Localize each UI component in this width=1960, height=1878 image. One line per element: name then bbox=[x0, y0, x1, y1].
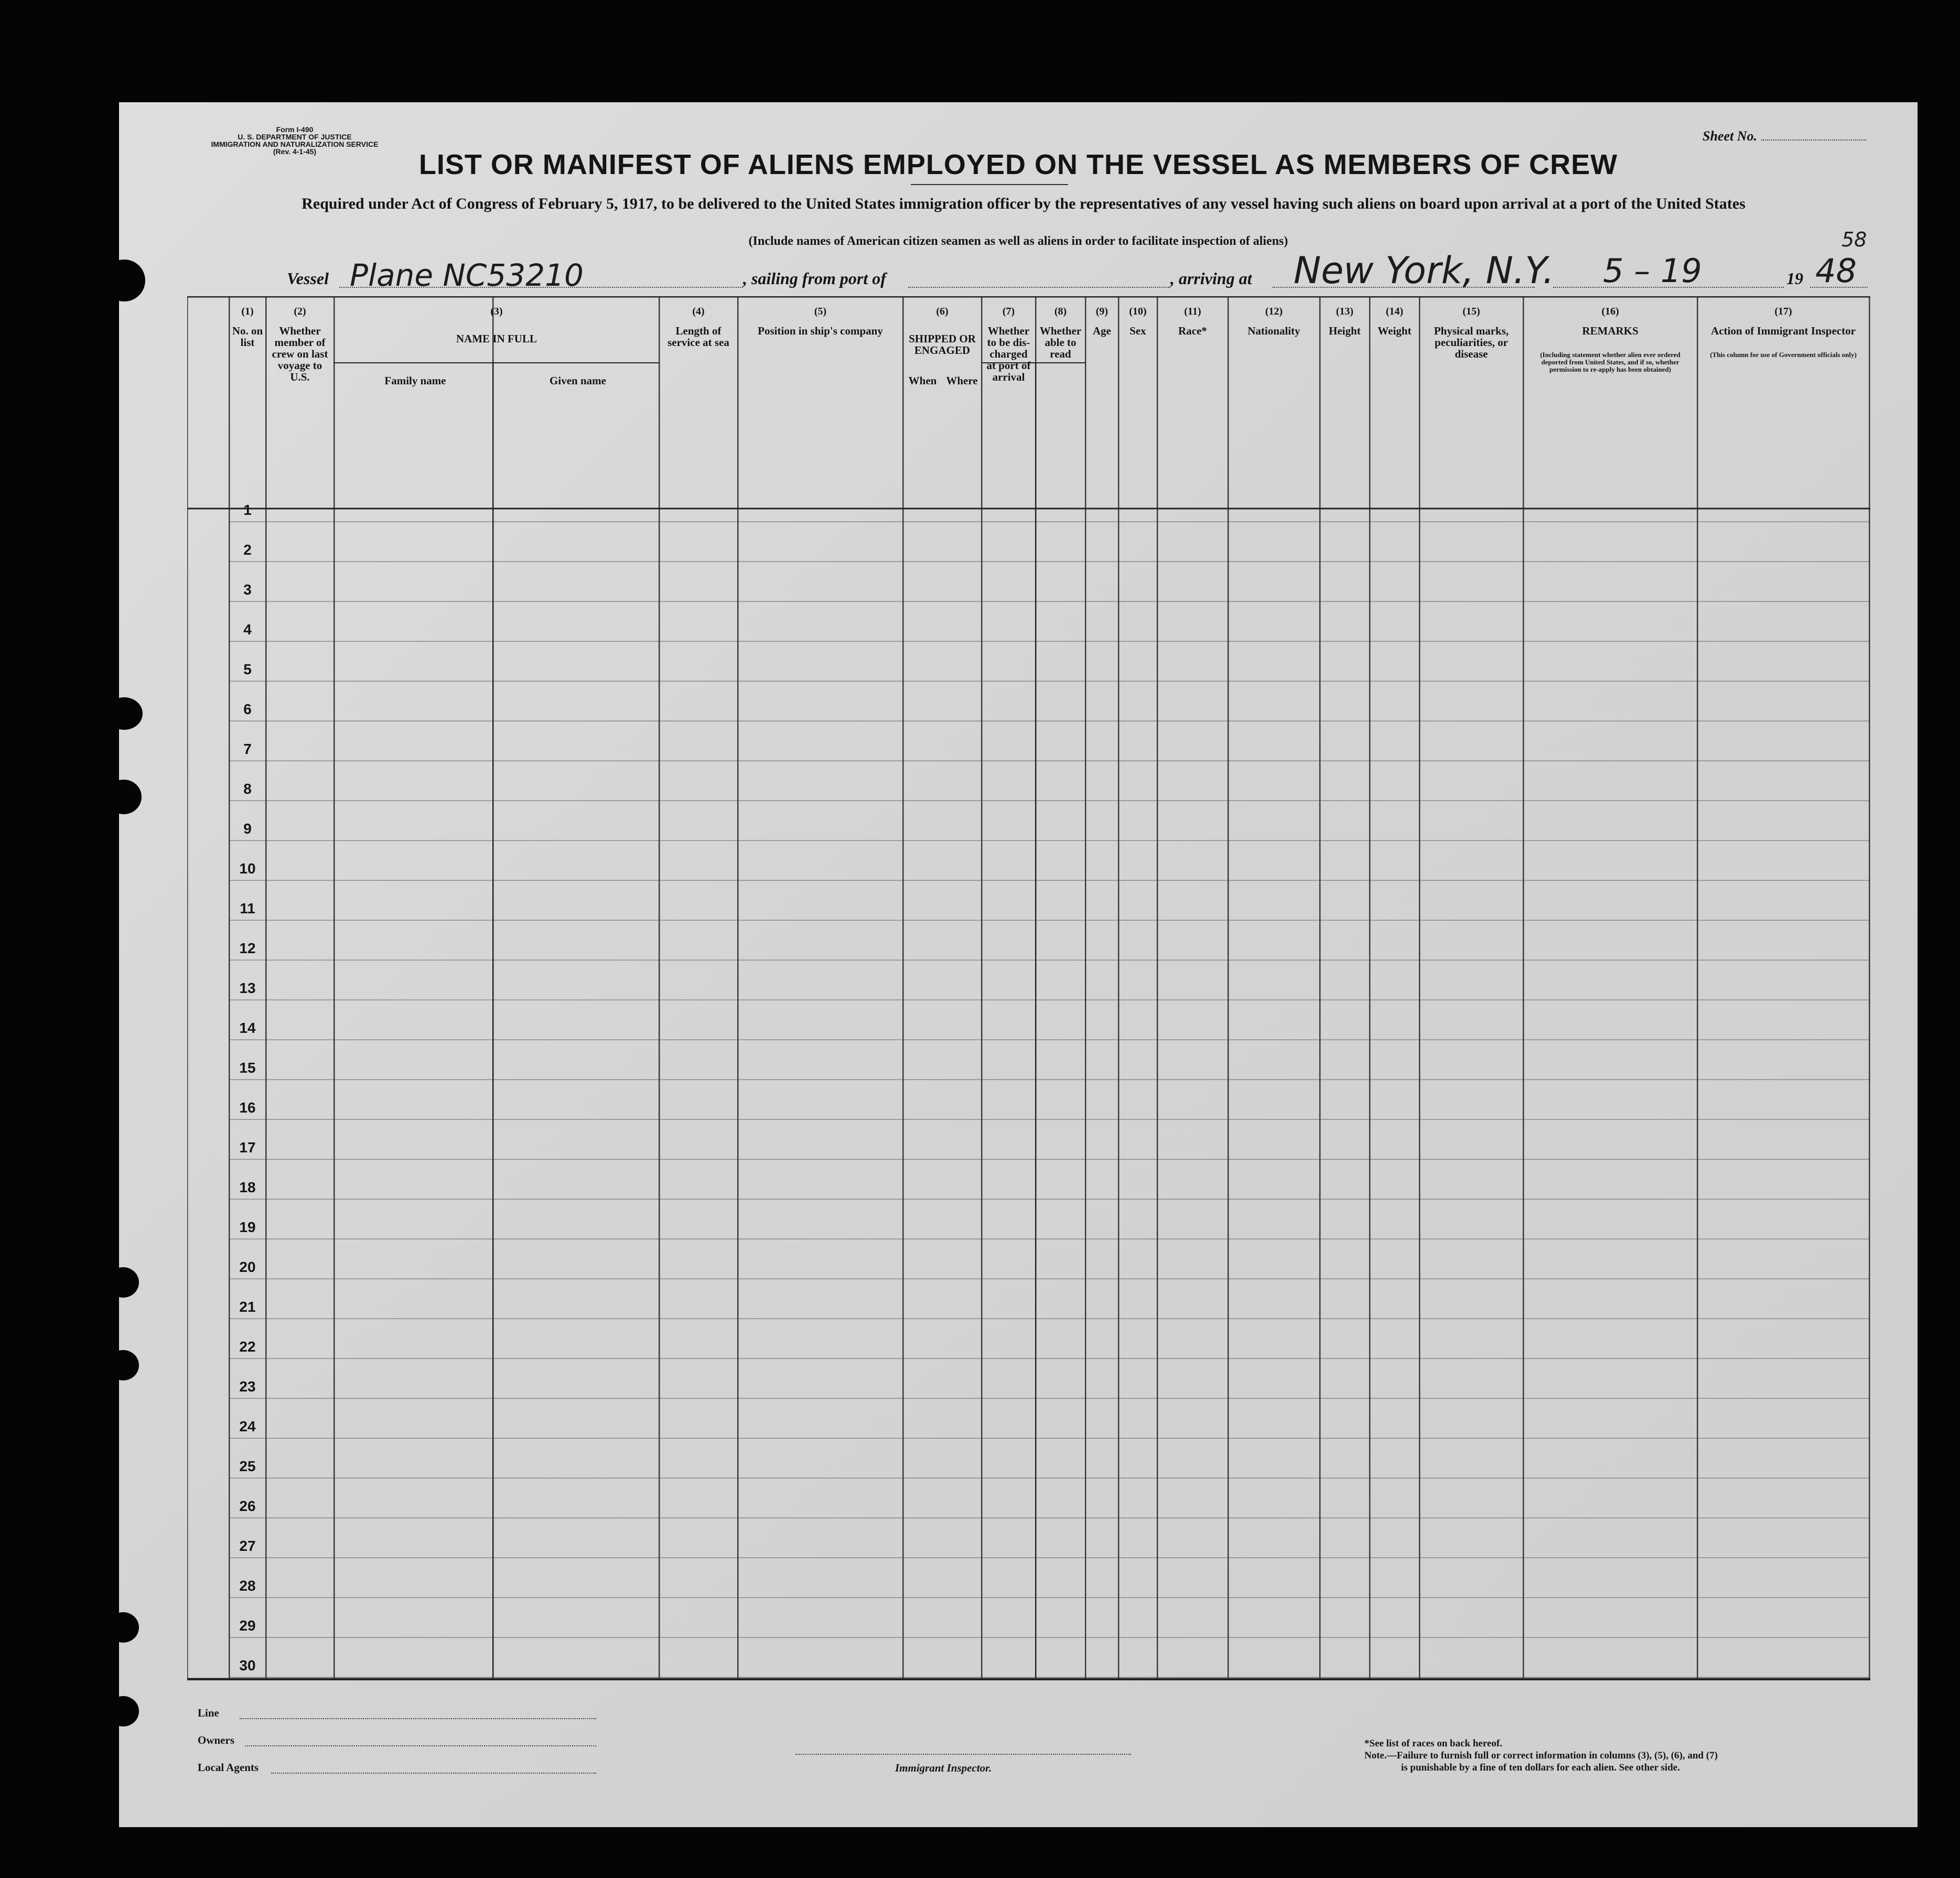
vessel-handwritten: Plane NC53210 bbox=[350, 257, 584, 293]
row-number: 17 bbox=[239, 1139, 256, 1156]
column-label-11: Race* bbox=[1178, 325, 1207, 337]
row-number: 22 bbox=[239, 1339, 256, 1355]
column-number-17: (17) bbox=[1774, 306, 1792, 317]
owners-blank bbox=[245, 1745, 596, 1746]
arriving-handwritten: New York, N.Y. bbox=[1294, 249, 1555, 292]
binding-hole bbox=[107, 1267, 139, 1298]
row-number: 11 bbox=[240, 900, 255, 916]
races-note: *See list of races on back hereof. bbox=[1364, 1738, 1502, 1749]
column-number-15: (15) bbox=[1462, 306, 1480, 317]
column-number-3: (3) bbox=[490, 306, 503, 317]
column-number-12: (12) bbox=[1265, 306, 1283, 317]
sailing-blank bbox=[908, 287, 1170, 288]
column-label-13: Height bbox=[1329, 325, 1361, 337]
column-label-15: Physical marks, peculiarities, or disease bbox=[1434, 325, 1509, 360]
column-label-1: No. on list bbox=[232, 325, 263, 349]
column-number-4: (4) bbox=[692, 306, 705, 317]
binding-hole bbox=[107, 1612, 139, 1643]
agents-blank bbox=[271, 1773, 596, 1774]
sheet-number-blank bbox=[1761, 139, 1866, 141]
sheet-label: Sheet No. bbox=[1703, 128, 1757, 144]
row-number: 6 bbox=[243, 701, 252, 717]
subtitle: Required under Act of Congress of February 5, 1917, to be delivered to the United States immigration officer by the representatives of any vessel having such aliens on board upon arrival at a port of the United States bbox=[301, 195, 1746, 212]
column-number-8: (8) bbox=[1054, 306, 1067, 317]
column-label-3: NAME IN FULL bbox=[456, 332, 537, 345]
row-number: 14 bbox=[239, 1020, 256, 1036]
column-label-16: REMARKS bbox=[1582, 325, 1639, 337]
sheet-number-field bbox=[1703, 128, 1866, 144]
binding-hole bbox=[106, 780, 142, 814]
column-label-9: Age bbox=[1093, 325, 1111, 337]
page-number: 58 bbox=[1841, 228, 1867, 251]
manifest-sheet bbox=[119, 102, 1918, 1827]
form-id: Form I-490 bbox=[276, 125, 314, 134]
column-note-16: (Including statement whether alien ever ordered deported from United States, and if so, whether permission to re-apply has been obtained) bbox=[1540, 351, 1681, 373]
column-label-6: SHIPPED OR ENGAGED bbox=[909, 332, 976, 357]
column-number-11: (11) bbox=[1184, 306, 1201, 317]
column-sublabel-3-b: Given name bbox=[550, 374, 606, 387]
row-number: 2 bbox=[243, 542, 252, 558]
fine-note-1: Note.—Failure to furnish full or correct information in columns (3), (5), (6), and (7) bbox=[1364, 1750, 1718, 1761]
column-number-7: (7) bbox=[1002, 306, 1015, 317]
column-number-2: (2) bbox=[294, 306, 306, 317]
column-label-12: Nationality bbox=[1247, 325, 1300, 337]
page-title: LIST OR MANIFEST OF ALIENS EMPLOYED ON THE VESSEL AS MEMBERS OF CREW bbox=[418, 149, 1618, 180]
row-number: 30 bbox=[239, 1657, 256, 1674]
sailing-label: , sailing from port of bbox=[743, 269, 886, 288]
column-number-6: (6) bbox=[936, 306, 949, 317]
row-number: 9 bbox=[243, 821, 252, 837]
column-label-14: Weight bbox=[1377, 325, 1412, 337]
vessel-label: Vessel bbox=[287, 269, 329, 288]
row-number: 15 bbox=[239, 1060, 256, 1076]
column-number-10: (10) bbox=[1129, 306, 1147, 317]
form-revision: (Rev. 4-1-45) bbox=[273, 147, 317, 156]
agency-line-2: IMMIGRATION AND NATURALIZATION SERVICE bbox=[211, 140, 379, 148]
column-number-16: (16) bbox=[1601, 306, 1619, 317]
binding-hole bbox=[107, 1696, 139, 1726]
row-number: 27 bbox=[239, 1538, 256, 1554]
row-number: 7 bbox=[243, 741, 252, 757]
column-note-17: (This column for use of Government officials only) bbox=[1710, 351, 1857, 359]
column-number-13: (13) bbox=[1336, 306, 1354, 317]
year-handwritten: 48 bbox=[1815, 252, 1857, 290]
binding-hole bbox=[106, 697, 143, 730]
row-number: 20 bbox=[239, 1259, 256, 1275]
fine-note-2: is punishable by a fine of ten dollars for each alien. See other side. bbox=[1401, 1762, 1680, 1773]
agency-line-1: U. S. DEPARTMENT OF JUSTICE bbox=[238, 133, 352, 141]
row-number: 8 bbox=[243, 781, 252, 797]
line-label: Line bbox=[198, 1707, 219, 1719]
column-label-17: Action of Immigrant Inspector bbox=[1711, 325, 1856, 337]
row-number: 16 bbox=[239, 1099, 256, 1116]
row-number: 13 bbox=[239, 980, 256, 996]
column-number-5: (5) bbox=[814, 306, 827, 317]
column-sublabel-6-a: When bbox=[908, 374, 937, 387]
column-sublabel-6-b: Where bbox=[946, 374, 978, 387]
row-number: 4 bbox=[243, 621, 252, 638]
row-number: 24 bbox=[239, 1418, 256, 1434]
binding-hole bbox=[107, 1350, 139, 1380]
arriving-label: , arriving at bbox=[1170, 269, 1252, 288]
row-number: 26 bbox=[239, 1498, 256, 1514]
row-number: 28 bbox=[239, 1578, 256, 1594]
binding-hole bbox=[103, 260, 145, 301]
column-number-14: (14) bbox=[1385, 306, 1404, 317]
row-number: 23 bbox=[239, 1378, 256, 1395]
year-prefix: 19 bbox=[1786, 269, 1803, 288]
row-number: 12 bbox=[239, 940, 256, 956]
row-number: 3 bbox=[243, 581, 252, 598]
column-label-7: Whether to be dis-charged at port of arrival bbox=[986, 325, 1031, 383]
column-label-2: Whether member of crew on last voyage to U.S. bbox=[272, 325, 328, 383]
row-number: 21 bbox=[239, 1299, 256, 1315]
column-number-9: (9) bbox=[1095, 306, 1108, 317]
row-number: 29 bbox=[239, 1617, 256, 1634]
column-label-4: Length of service at sea bbox=[667, 325, 729, 349]
line-blank bbox=[240, 1718, 596, 1719]
inspector-blank bbox=[795, 1754, 1131, 1755]
date-handwritten: 5 – 19 bbox=[1603, 252, 1702, 290]
row-number: 5 bbox=[243, 661, 252, 677]
column-sublabel-3-a: Family name bbox=[384, 374, 446, 387]
row-number: 1 bbox=[243, 502, 252, 518]
column-number-1: (1) bbox=[241, 306, 254, 317]
inclusion-note: (Include names of American citizen seamen as well as aliens in order to facilitate inspection of aliens) bbox=[748, 234, 1288, 248]
table-grid bbox=[187, 296, 1870, 1680]
column-label-5: Position in ship's company bbox=[758, 325, 883, 337]
column-label-8: Whether able to read bbox=[1039, 325, 1082, 360]
agents-label: Local Agents bbox=[198, 1761, 259, 1774]
row-number: 19 bbox=[239, 1219, 256, 1235]
row-number: 25 bbox=[239, 1458, 256, 1474]
row-number: 18 bbox=[239, 1179, 256, 1195]
column-label-10: Sex bbox=[1129, 325, 1146, 337]
inspector-label: Immigrant Inspector. bbox=[895, 1762, 992, 1774]
title-underline bbox=[911, 184, 1068, 185]
owners-label: Owners bbox=[198, 1734, 234, 1746]
row-number: 10 bbox=[239, 860, 256, 877]
